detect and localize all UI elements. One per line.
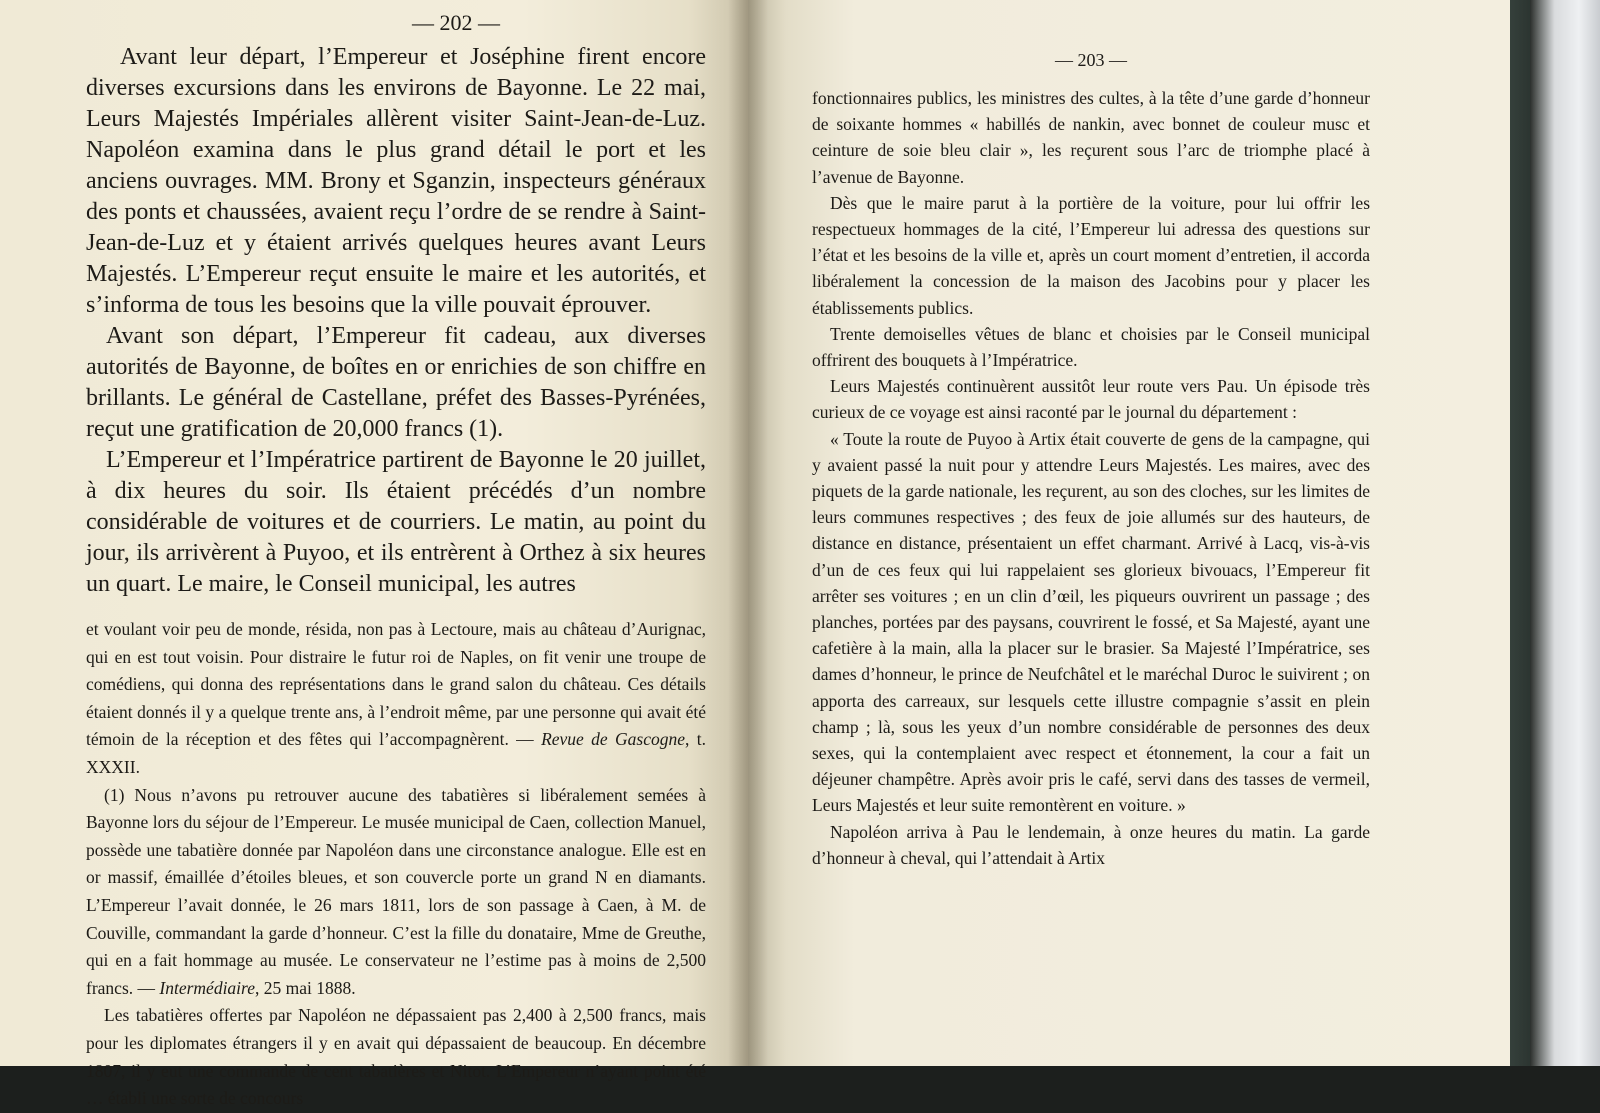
left-page [0, 0, 748, 1109]
footnote-tail: , t. XXXII. [86, 729, 707, 777]
footnote-continuation [86, 616, 706, 782]
page-number-right: — 203 — [1055, 50, 1127, 70]
footnote-text: (1) Nous n’avons pu retrouver aucune des tabatières si libéralement semées à Bayonne lors du séjour de l’Empereur. Le musée municipal de Caen, collection Manuel, possède une tabatière donnée par Napoléon dans une circonstance analogue. Elle est en or massif, émaillée d’étoiles bleues, et son couvercle porte un grand N en diamants. L’Empereur l’avait donnée, le 26 mars 1811, lors de son passage à Caen, à M. de Couville, commandant la garde d’honneur. C’est la fille du donataire, Mme de Greuthe, qui en a fait hommage au musée. Le conservateur ne l’estime pas à moins de 2,500 francs. — [86, 784, 706, 998]
footnote-1 [86, 782, 706, 1003]
paragraph: L’Empereur et l’Impératrice partirent de Bayonne le 20 juillet, à dix heures du soir. Ils étaient précédés d’un nombre considérable de voitures et de courriers. Le matin, au point du jour, ils arrivèrent à Puyoo, et ils entrèrent à Orthez à six heures un quart. Le maire, le Conseil municipal, les autres [86, 447, 706, 597]
right-main-text [812, 85, 1370, 871]
quote-paragraph: « Toute la route de Puyoo à Artix était couverte de gens de la campagne, qui y avaient passé la nuit pour y attendre Leurs Majestés. Les maires, avec des piquets de la garde nationale, les reçurent, au son des cloches, sur les limites de leurs communes respectives ; des feux de joie allumés sur des hauteurs, de distance en distance, présentaient un effet charmant. Arrivé à Lacq, vis-à-vis d’un de ces feux qui lui rappelaient ses glorieux bivouacs, l’Empereur fit arrêter ses voitures ; en un clin d’œil, les piqueurs ouvrirent un passage ; des planches, portées par des paysans, couvrirent le fossé, et Sa Majesté, ayant une cafetière à la main, alla la placer sur le brasier. Sa Majesté l’Impératrice, ses dames d’honneur, le prince de Neufchâtel et le maréchal Duroc le suivirent ; on apporta des carreaux, sur lesquels cette illustre compagnie s’assit en plein champ ; là, sous les yeux d’un nombre considérable de personnes des deux sexes, qui la contemplaient avec respect et étonnement, la cour a fait un déjeuner champêtre. Après avoir pris le café, servi dans des tasses de vermeil, Leurs Majestés et leur suite remontèrent en voiture. » [812, 428, 1370, 816]
paragraph: Trente demoiselles vêtues de blanc et choisies par le Conseil municipal offrirent des bouquets à l’Impératrice. [812, 323, 1370, 371]
footnote-source: Intermédiaire [159, 977, 255, 998]
background-cloth [1530, 0, 1600, 1066]
paragraph: Dès que le maire parut à la portière de la voiture, pour lui offrir les respectueux hommages de la cité, l’Empereur lui adressa des questions sur l’état et les besoins de la ville et, après un court moment d’entretien, il accorda libéralement la concession de la maison des Jacobins pour y placer les établissements publics. [812, 192, 1370, 318]
paragraph: Napoléon arriva à Pau le lendemain, à onze heures du matin. La garde d’honneur à cheval, qui l’attendait à Artix [812, 821, 1370, 868]
footnote-2: Les tabatières offertes par Napoléon ne dépassaient pas 2,400 à 2,500 francs, mais pour les diplomates étrangers il y en avait qui dépassaient de beaucoup. En décembre 1807, il y eut une commande de cent tabatières et Nitot. L’Empereur n’ayant point été … établi une sorte de concours [86, 1005, 706, 1109]
paragraph: Leurs Majestés continuèrent aussitôt leur route vers Pau. Un épisode très curieux de ce voyage est ainsi raconté par le journal du département : [812, 376, 1370, 423]
footnotes [86, 616, 706, 1113]
paragraph: fonctionnaires publics, les ministres des cultes, à la tête d’une garde d’honneur de soixante hommes « habillés de nankin, avec bonnet de couleur musc et ceinture de soie bleu clair », les reçurent sous l’arc de triomphe placé à l’avenue de Bayonne. [812, 88, 1370, 187]
paragraph: Avant son départ, l’Empereur fit cadeau, aux diverses autorités de Bayonne, de boîtes en or enrichies de son chiffre en brillants. Le général de Castellane, préfet des Basses-Pyrénées, reçut une gratification de 20,000 francs (1). [86, 323, 706, 442]
footnote-tail: , 25 mai 1888. [254, 977, 356, 998]
footnote-source: Revue de Gascogne [541, 729, 686, 750]
left-main-text [86, 42, 706, 600]
page-number-left: — 202 — [412, 10, 500, 35]
paragraph: Avant leur départ, l’Empereur et Joséphine firent encore diverses excursions dans les environs de Bayonne. Le 22 mai, Leurs Majestés Impériales allèrent visiter Saint-Jean-de-Luz. Napoléon examina dans le plus grand détail le port et les anciens ouvrages. MM. Brony et Sganzin, inspecteurs généraux des ponts et chaussées, avaient reçu l’ordre de se rendre à Saint-Jean-de-Luz et y étaient arrivés quelques heures avant Leurs Majestés. L’Empereur reçut ensuite le maire et les autorités, et s’informa de tous les besoins que la ville pouvait éprouver. [86, 44, 706, 318]
right-page [748, 0, 1510, 1066]
footnote-text: et voulant voir peu de monde, résida, non pas à Lectoure, mais au château d’Aurignac, qui en est tout voisin. Pour distraire le futur roi de Naples, on fit venir une troupe de comédiens, qui donna des représentations dans le grand salon du château. Ces détails étaient donnés il y a quelque trente ans, à l’endroit même, par une personne qui avait été témoin de la réception et des fêtes qui l’accompagnèrent. — [86, 619, 706, 750]
